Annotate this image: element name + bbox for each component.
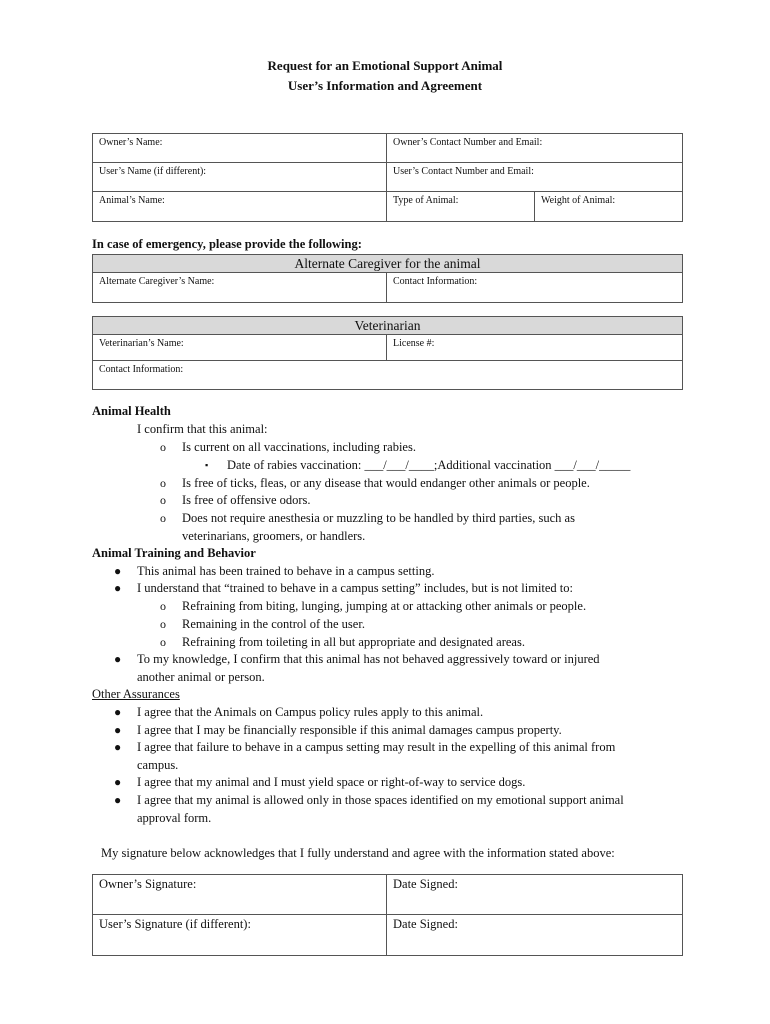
health-item-anesthesia-cont: veterinarians, groomers, or handlers.	[182, 529, 366, 543]
assurance-item-expelling: I agree that failure to behave in a campus setting may result in the expelling of this animal from	[137, 740, 616, 754]
training-sub-toileting: Refraining from toileting in all but appropriate and designated areas.	[182, 635, 525, 649]
vet-license-field[interactable]: License #:	[387, 335, 683, 361]
training-sub-control: Remaining in the control of the user.	[182, 617, 365, 631]
circle-bullet-icon: o	[160, 617, 166, 631]
owner-contact-field[interactable]: Owner’s Contact Number and Email:	[387, 134, 683, 163]
animal-name-field[interactable]: Animal’s Name:	[93, 192, 387, 222]
owner-info-table	[92, 133, 683, 222]
training-item-aggression-cont: another animal or person.	[137, 670, 265, 684]
caregiver-name-field[interactable]: Alternate Caregiver’s Name:	[93, 273, 387, 303]
bullet-icon: ●	[114, 564, 122, 578]
vet-name-field[interactable]: Veterinarian’s Name:	[93, 335, 387, 361]
caregiver-contact-field[interactable]: Contact Information:	[387, 273, 683, 303]
training-item-trained: This animal has been trained to behave in a campus setting.	[137, 564, 435, 578]
caregiver-section-header: Alternate Caregiver for the animal	[93, 255, 683, 273]
animal-type-field[interactable]: Type of Animal:	[387, 192, 535, 222]
bullet-icon: ●	[114, 705, 122, 719]
health-item-free-of-disease: Is free of ticks, fleas, or any disease that would endanger other animals or people.	[182, 476, 590, 490]
circle-bullet-icon: o	[160, 635, 166, 649]
circle-bullet-icon: o	[160, 476, 166, 490]
circle-bullet-icon: o	[160, 511, 166, 525]
user-name-field[interactable]: User’s Name (if different):	[93, 163, 387, 192]
training-item-aggression: To my knowledge, I confirm that this animal has not behaved aggressively toward or injured	[137, 652, 600, 666]
bullet-icon: ●	[114, 793, 122, 807]
acknowledgement-text: My signature below acknowledges that I fully understand and agree with the information stated above:	[101, 846, 615, 860]
user-date-signed-field[interactable]: Date Signed:	[387, 915, 683, 956]
veterinarian-table	[92, 316, 683, 390]
assurance-item-service-dogs: I agree that my animal and I must yield space or right-of-way to service dogs.	[137, 775, 526, 789]
circle-bullet-icon: o	[160, 493, 166, 507]
vet-contact-field[interactable]: Contact Information:	[93, 361, 683, 390]
assurance-item-financial: I agree that I may be financially responsible if this animal damages campus property.	[137, 723, 562, 737]
assurance-item-spaces: I agree that my animal is allowed only in those spaces identified on my emotional support animal	[137, 793, 624, 807]
document-subtitle: User’s Information and Agreement	[287, 78, 483, 93]
bullet-icon: ●	[114, 775, 122, 789]
health-item-vaccinations: Is current on all vaccinations, including rabies.	[182, 440, 416, 454]
owner-date-signed-field[interactable]: Date Signed:	[387, 875, 683, 915]
animal-health-intro: I confirm that this animal:	[137, 422, 268, 436]
animal-health-heading: Animal Health	[92, 404, 171, 418]
caregiver-table	[92, 254, 683, 303]
assurance-item-expelling-cont: campus.	[137, 758, 179, 772]
user-contact-field[interactable]: User’s Contact Number and Email:	[387, 163, 683, 192]
bullet-icon: ●	[114, 652, 122, 666]
health-item-vaccination-dates: Date of rabies vaccination: ___/___/____;Additional vaccination ___/___/_____	[227, 458, 631, 472]
bullet-icon: ●	[114, 581, 122, 595]
training-item-understand: I understand that “trained to behave in a campus setting” includes, but is not limited to:	[137, 581, 574, 595]
training-sub-biting: Refraining from biting, lunging, jumping at or attacking other animals or people.	[182, 599, 587, 613]
bullet-icon: ●	[114, 740, 122, 754]
veterinarian-section-header: Veterinarian	[93, 317, 683, 335]
circle-bullet-icon: o	[160, 440, 166, 454]
assurances-heading: Other Assurances	[92, 687, 180, 701]
health-item-anesthesia: Does not require anesthesia or muzzling to be handled by third parties, such as	[182, 511, 575, 525]
assurance-item-policy: I agree that the Animals on Campus policy rules apply to this animal.	[137, 705, 484, 719]
health-item-odors: Is free of offensive odors.	[182, 493, 311, 507]
emergency-heading: In case of emergency, please provide the following:	[92, 237, 362, 251]
bullet-icon: ●	[114, 723, 122, 737]
assurance-item-spaces-cont: approval form.	[137, 811, 212, 825]
owner-name-field[interactable]: Owner’s Name:	[93, 134, 387, 163]
owner-signature-field[interactable]: Owner’s Signature:	[93, 875, 387, 915]
user-signature-field[interactable]: User’s Signature (if different):	[93, 915, 387, 956]
circle-bullet-icon: o	[160, 599, 166, 613]
training-heading: Animal Training and Behavior	[92, 546, 256, 560]
signature-table	[92, 874, 683, 956]
square-bullet-icon: ▪	[205, 460, 209, 470]
animal-weight-field[interactable]: Weight of Animal:	[535, 192, 683, 222]
document-title: Request for an Emotional Support Animal	[267, 58, 503, 73]
